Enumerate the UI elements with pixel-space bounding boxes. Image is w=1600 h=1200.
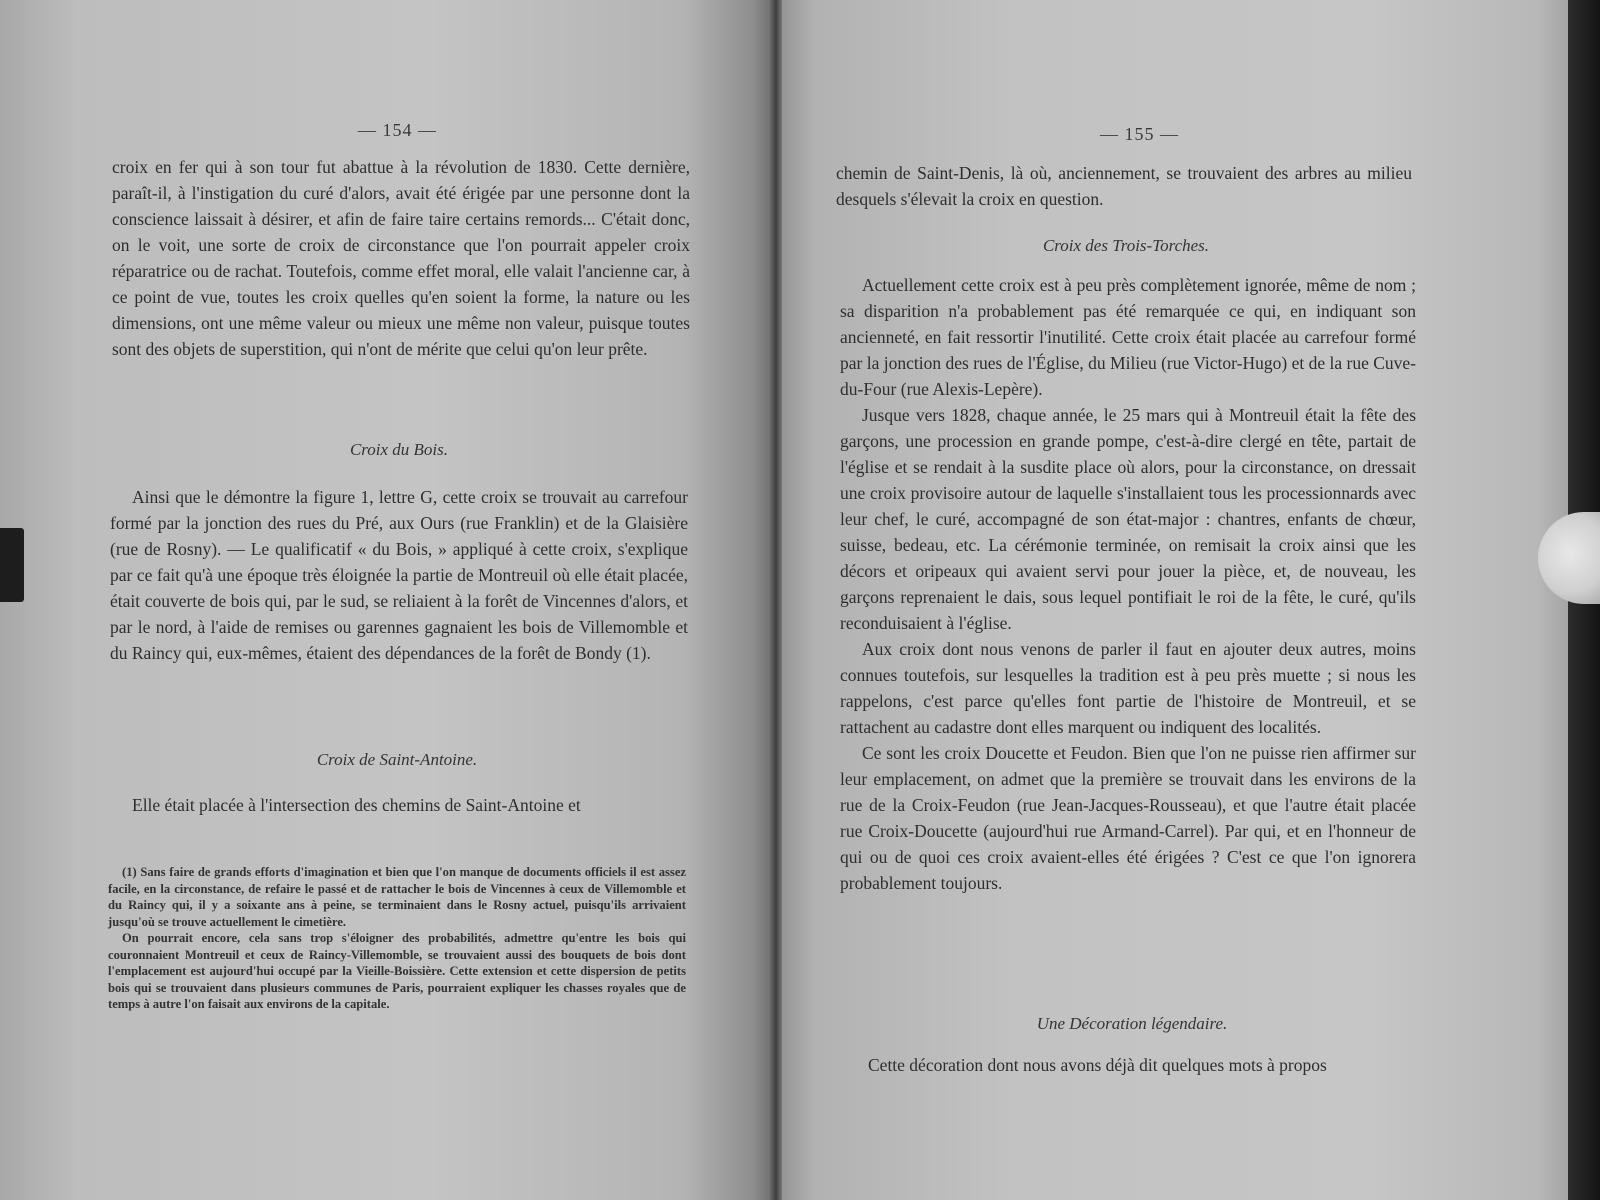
torches-paragraph-2: Jusque vers 1828, chaque année, le 25 mars qui à Montreuil était la fête des garçons, une procession en grande pompe, c'est-à-dire clergé en tête, partait de l'église et se rendait à la susdite place où alors, pour la circonstance, on dressait une croix provisoire autour de laquelle s'installaient tous les processionnards avec leur chef, le curé, accompagné de son état-major : chantres, enfants de chœur, suisse, bedeau, etc. La cérémonie terminée, on remisait la croix ainsi que les décors et oripeaux qui avaient servi pour jouer la pièce, et, de nouveau, les garçons reprenaient le dais, sous lequel pontifiait le roi de la fête, le curé, qu'ils reconduisaient à l'église. (840, 405, 1416, 633)
right-paragraph-1 (836, 160, 1412, 212)
decoration-body-text: Cette décoration dont nous avons déjà dit quelques mots à propos (868, 1055, 1327, 1075)
page-number-left: — 154 — (358, 120, 437, 140)
right-paragraphs-torches (840, 272, 1416, 896)
torches-paragraph-4: Ce sont les croix Doucette et Feudon. Bien que l'on ne puisse rien affirmer sur leur emplacement, on admet que la première se trouvait dans les environs de la rue de la Croix-Feudon (rue Jean-Jacques-Rousseau), et que l'autre était placée rue Croix-Doucette (aujourd'hui rue Armand-Carrel). Par qui, et en l'honneur de qui ou de quoi ces croix avaient-elles été érigées ? C'est ce que l'on ignorera probablement toujours. (840, 743, 1416, 893)
heading-une-decoration-legendaire: Une Décoration légendaire. (1036, 1014, 1228, 1033)
bois-body-text: Ainsi que le démontre la figure 1, lettre G, cette croix se trouvait au carrefour formé par la jonction des rues du Pré, aux Ours (rue Franklin) et de la Glaisière (rue de Rosny). — Le qualificatif « du Bois, » appliqué à cette croix, s'explique par ce fait qu'à une époque très éloignée la partie de Montreuil où elle était placée, était couverte de bois qui, par le sud, se reliaient à la forêt de Vincennes d'alors, et par le nord, à l'aide de remises ou garennes gagnaient les bois de Villemomble et du Raincy qui, eux-mêmes, étaient des dépendances de la forêt de Bondy (1). (110, 487, 688, 663)
heading-croix-saint-antoine: Croix de Saint-Antoine. (316, 750, 478, 769)
left-page (0, 0, 776, 1200)
right-body-text: chemin de Saint-Denis, là où, anciennement, se trouvaient des arbres au milieu desquels s'élevait la croix en question. (836, 163, 1412, 209)
torches-paragraph-3: Aux croix dont nous venons de parler il faut en ajouter deux autres, moins connues toutefois, sur lesquelles la tradition est à peu près muette ; si nous les rappelons, c'est parce qu'elles font partie de l'histoire de Montreuil, et se rattachent au cadastre dont elles marquent ou indiquent des localités. (840, 639, 1416, 737)
antoine-body-text: Elle était placée à l'intersection des chemins de Saint-Antoine et (132, 795, 581, 815)
book-spine (770, 0, 782, 1200)
right-page (776, 0, 1568, 1200)
footnote-1: (1) Sans faire de grands efforts d'imagination et bien que l'on manque de documents officiels il est assez facile, en la circonstance, de refaire le passé et de rattacher le bois de Vincennes à ceux de Villemomble et du Raincy qui, il y a soixante ans à peine, se terminaient dans le Rosny actuel, puisqu'ils arrivaient jusqu'où se trouve actuellement le cimetière. (108, 865, 686, 929)
heading-croix-trois-torches: Croix des Trois-Torches. (1042, 236, 1210, 255)
left-paragraph-bois (110, 484, 688, 666)
page-clip (0, 528, 24, 602)
left-paragraph-antoine (110, 792, 688, 818)
footnotes (108, 864, 686, 1013)
page-number-right: — 155 — (1100, 124, 1179, 144)
torches-paragraph-1: Actuellement cette croix est à peu près complètement ignorée, même de nom ; sa disparition n'a probablement pas été remarquée ce qui, en indiquant son ancienneté, en fait ressortir l'inutilité. Cette croix était placée au carrefour formé par la jonction des rues de l'Église, du Milieu (rue Victor-Hugo) et de la rue Cuve-du-Four (rue Alexis-Lepère). (840, 275, 1416, 399)
footnote-2: On pourrait encore, cela sans trop s'éloigner des probabilités, admettre qu'entre les bois qui couronnaient Montreuil et ceux de Raincy-Villemomble, se trouvaient aussi des bouquets de bois dont l'emplacement est aujourd'hui occupé par la Vieille-Boissière. Cette extension et cette dispersion de petits bois qui se trouvaient dans plusieurs communes de Paris, pourraient expliquer les chasses royales que de temps à autre l'on faisait aux environs de la capitale. (108, 931, 686, 1011)
left-paragraph-1 (112, 154, 690, 362)
left-body-text: croix en fer qui à son tour fut abattue à la révolution de 1830. Cette dernière, paraît-il, à l'instigation du curé d'alors, avait été érigée par une personne dont la conscience laissait à désirer, et afin de faire taire certains remords... C'était donc, on le voit, une sorte de croix de circonstance que l'on pourrait appeler croix réparatrice ou de rachat. Toutefois, comme effet moral, elle valait l'ancienne car, à ce point de vue, toutes les croix quelles qu'en soient la forme, la nature ou les dimensions, ont une même valeur ou mieux une même non valeur, puisque toutes sont des objets de superstition, qui n'ont de mérite que celui qu'on leur prête. (112, 157, 690, 359)
right-paragraph-decoration (846, 1052, 1422, 1078)
heading-croix-du-bois: Croix du Bois. (349, 440, 449, 459)
